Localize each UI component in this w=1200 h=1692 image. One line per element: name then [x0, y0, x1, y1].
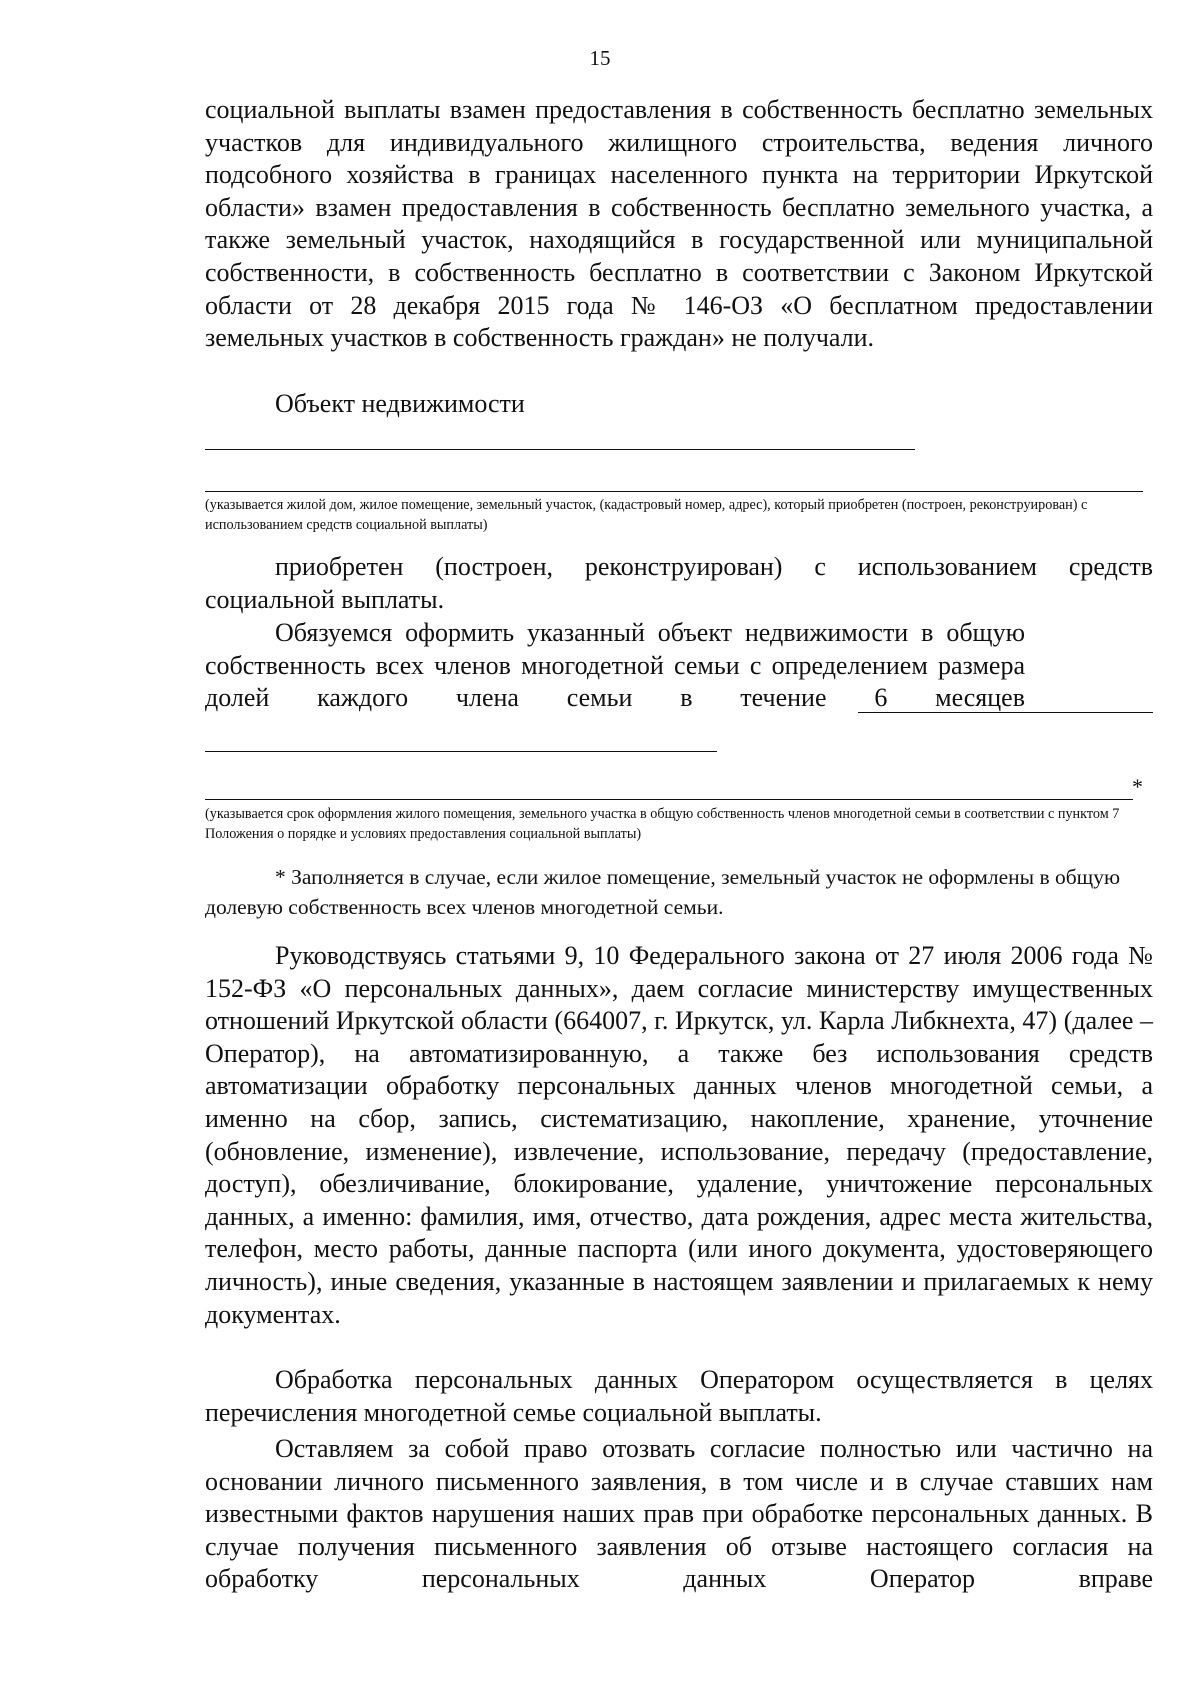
term-fill-line-1: [858, 712, 1153, 713]
term-fill-line-2: [205, 751, 717, 752]
asterisk-mark: *: [1132, 774, 1143, 799]
page-number: 15: [589, 46, 611, 70]
obligation-paragraph: [205, 617, 1025, 715]
consent-paragraph: Руководствуясь статьями 9, 10 Федерального закона от 27 июля 2006 года № 152-ФЗ «О персональных данных», даем согласие министерству имущественных отношений Иркутской области (664007, г. Иркутск, ул. Карла Либкнехта, 47) (далее – Оператор), на автоматизированную, а также без использования средств автоматизации обработку персональных данных членов многодетной семьи, а именно на сбор, запись, систематизацию, накопление, хранение, уточнение (обновление, изменение), извлечение, использование, передачу (предоставление, доступ), обезличивание, блокирование, удаление, уничтожение персональных данных, а именно: фамилия, имя, отчество, дата рождения, адрес места жительства, телефон, место работы, данные паспорта (или иного документа, удостоверяющего личность), иные сведения, указанные в настоящем заявлении и прилагаемых к нему документах.: [205, 941, 1153, 1329]
term-fill-line-3: [205, 799, 1133, 800]
object-label: Объект недвижимости: [275, 389, 525, 418]
withdraw-paragraph: Оставляем за собой право отозвать согласие полностью или частично на основании личного письменного заявления, в том числе и в случае ставших нам известными фактов нарушения наших прав при обработке персональных данных. В случае получения письменного заявления об отзыве настоящего согласия на обработку персональных данных Оператор вправе: [205, 1434, 1153, 1594]
obligation-text: Обязуемся оформить указанный объект недвижимости в общую собственность всех членов многодетной семьи с определением размера долей каждого члена семьи в течение 6 месяцев: [205, 618, 1025, 713]
acquired-paragraph: приобретен (построен, реконструирован) с использованием средств социальной выплаты.: [205, 552, 1153, 614]
object-note: (указывается жилой дом, жилое помещение, земельный участок, (кадастровый номер, адрес), который приобретен (построен, реконструирован) с использованием средств социальной выплаты): [205, 497, 1088, 533]
object-fill-line-1: [205, 449, 915, 450]
footnote: * Заполняется в случае, если жилое помещение, земельный участок не оформлены в общую долевую собственность всех членов многодетной семьи.: [205, 865, 1121, 919]
object-fill-line-2: [205, 491, 1143, 492]
purpose-paragraph: Обработка персональных данных Оператором осуществляется в целях перечисления многодетной семье социальной выплаты.: [205, 1365, 1153, 1427]
paragraph-intro: социальной выплаты взамен предоставления в собственность бесплатно земельных участков для индивидуального жилищного строительства, ведения личного подсобного хозяйства в границах населенного пункта на территории Иркутской области» взамен предоставления в собственность бесплатно земельного участка, а также земельный участок, находящийся в государственной или муниципальной собственности, в собственность бесплатно в соответствии с Законом Иркутской области от 28 декабря 2015 года № 146-ОЗ «О бесплатном предоставлении земельных участков в собственность граждан» не получали.: [205, 95, 1153, 353]
term-note: (указывается срок оформления жилого помещения, земельного участка в общую собственность членов многодетной семьи в соответствии с пунктом 7 Положения о порядке и условиях предоставления социальной выплаты): [205, 806, 1120, 842]
